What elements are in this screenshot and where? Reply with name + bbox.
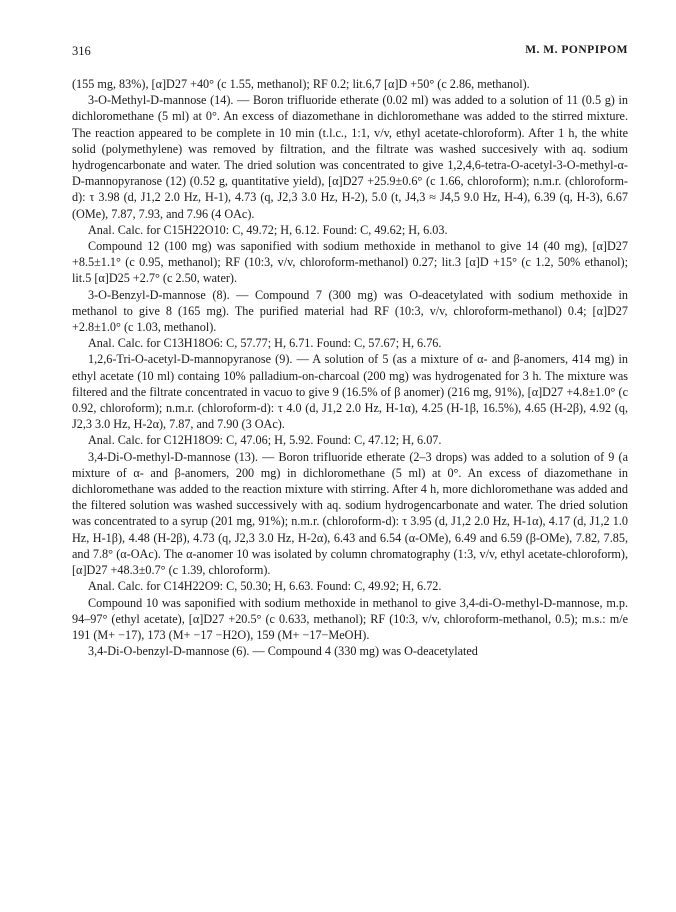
paragraph-3-o-benzyl-d-mannose: 3-O-Benzyl-D-mannose (8). — Compound 7 (300 mg) was O-deacetylated with sodium methoxide in methanol to give 8 (165 mg). The purified material had RF (10:3, v/v, chloroform-methanol) 0.4; [α]D27 +2.8±1.0° (c 1.03, methanol). — [72, 287, 628, 335]
paragraph-di-o-methyl-d-mannose: 3,4-Di-O-methyl-D-mannose (13). — Boron trifluoride etherate (2–3 drops) was added to a solution of 9 (a mixture of α- and β-anomers, 200 mg) in dichloromethane (5 ml) at 0°. An excess of diazomethane in dichloromethane was added to the reaction mixture with stirring. After 4 h, more dichloromethane was added and the filtered solution was washed successively with aq. sodium hydrogencarbonate and water. The dried solution was concentrated to a syrup (201 mg, 91%); n.m.r. (chloroform-d): τ 3.95 (d, J1,2 2.0 Hz, H-1α), 4.17 (d, J1,2 1.0 Hz, H-1β), 4.48 (H-2β), 4.73 (q, J2,3 3.0 Hz, H-2α), 6.43 and 6.54 (α-OMe), 6.49 and 6.59 (β-OMe), 7.82, 7.85, and 7.8° (α-OAc). The α-anomer 10 was isolated by column chromatography (1:3, v/v, ethyl acetate-chloroform), [α]D27 +48.3±0.7° (c 1.39, chloroform). — [72, 449, 628, 578]
paragraph-tri-o-acetyl: 1,2,6-Tri-O-acetyl-D-mannopyranose (9). — A solution of 5 (as a mixture of α- and β-anomers, 414 mg) in ethyl acetate (10 ml) containg 10% palladium-on-charcoal (200 mg) was hydrogenated for 3 h. The mixture was filtered and the filtrate concentrated in vacuo to give 9 (16.5% of β anomer) (216 mg, 91%), [α]D27 +4.8±1.0° (c 0.92, chloroform); n.m.r. (chloroform-d): τ 4.0 (d, J1,2 2.0 Hz, H-1α), 4.25 (H-1β, 16.5%), 4.65 (H-2β), 4.92 (q, J2,3 3.0 Hz, H-2α), 7.87, and 7.90 (3 OAc). — [72, 352, 628, 432]
running-head: M. M. PONPIPOM — [525, 44, 628, 56]
paragraph-3-o-methyl-d-mannose: 3-O-Methyl-D-mannose (14). — Boron trifluoride etherate (0.02 ml) was added to a solution of 11 (0.5 g) in dichloromethane (5 ml) at 0°. An excess of diazomethane in dichloromethane was added to the stirred mixture. The reaction appeared to be complete in 10 min (t.l.c., 1:1, v/v, ethyl acetate-chloroform). After 1 h, the white solid (polymethylene) was removed by filtration, and the filtrate was washed succesively with aq. sodium hydrogencarbonate and water. The dried solution was concentrated to give 1,2,4,6-tetra-O-acetyl-3-O-methyl-α-D-mannopyranose (12) (0.52 g, quantitative yield), [α]D27 +25.9±0.6° (c 1.66, chloroform); n.m.r. (chloroform-d): τ 3.98 (d, J1,2 2.0 Hz, H-1), 4.73 (q, J2,3 3.0 Hz, H-2), 5.0 (t, J4,3 ≈ J4,5 9.0 Hz, H-4), 6.39 (q, H-3), 6.67 (OMe), 7.87, 7.93, and 7.96 (4 OAc). — [72, 93, 628, 221]
paragraph-anal-8: Anal. Calc. for C13H18O6: C, 57.77; H, 6.71. Found: C, 57.67; H, 6.76. — [88, 336, 442, 351]
paragraph-continuation: (155 mg, 83%), [α]D27 +40° (c 1.55, methanol); RF 0.2; lit.6,7 [α]D +50° (c 2.86, methanol). — [72, 77, 530, 91]
page-number: 316 — [72, 44, 91, 58]
paragraph-di-o-benzyl-d-mannose: 3,4-Di-O-benzyl-D-mannose (6). — Compound 4 (330 mg) was O-deacetylated — [88, 644, 478, 659]
paragraph-compound-10: Compound 10 was saponified with sodium methoxide in methanol to give 3,4-di-O-methyl-D-mannose, m.p. 94–97° (ethyl acetate), [α]D27 +20.5° (c 0.633, methanol); RF (10:3, v/v, chloroform-methanol, 0.5); m.s.: m/e 191 (M+ −17), 173 (M+ −17 −H2O), 159 (M+ −17−MeOH). — [72, 595, 628, 642]
paragraph-anal-13: Anal. Calc. for C14H22O9: C, 50.30; H, 6.63. Found: C, 49.92; H, 6.72. — [88, 579, 442, 594]
paragraph-anal-9: Anal. Calc. for C12H18O9: C, 47.06; H, 5.92. Found: C, 47.12; H, 6.07. — [88, 433, 442, 448]
paragraph-anal-12: Anal. Calc. for C15H22O10: C, 49.72; H, 6.12. Found: C, 49.62; H, 6.03. — [88, 222, 448, 237]
body-text — [72, 76, 628, 659]
paragraph-compound-12: Compound 12 (100 mg) was saponified with sodium methoxide in methanol to give 14 (40 mg), [α]D27 +8.5±1.1° (c 0.95, methanol); RF (10:3, v/v, chloroform-methanol) 0.27; lit.3 [α]D +15° (c 1.2, 50% ethanol); lit.5 [α]D25 +2.7° (c 2.50, water). — [72, 239, 628, 286]
page-header — [72, 44, 628, 60]
